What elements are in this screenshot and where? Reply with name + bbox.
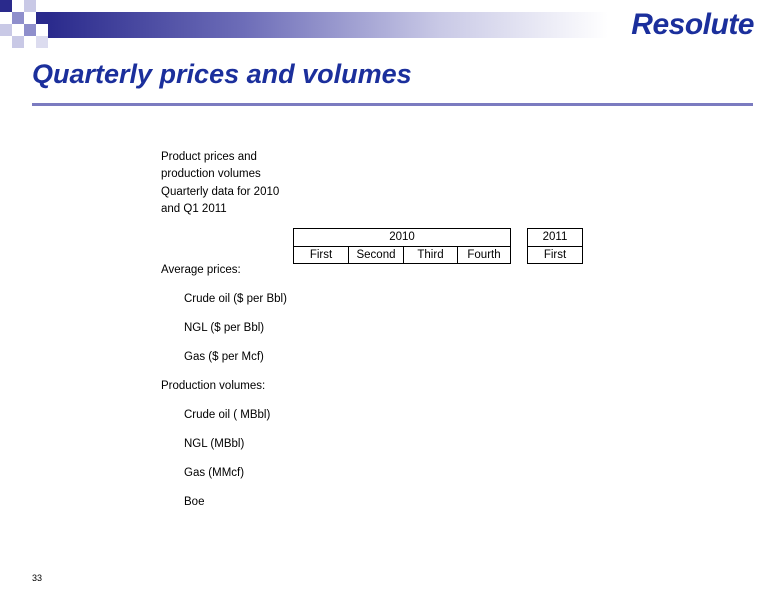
brand-logo: Resolute xyxy=(631,8,754,41)
row-label: Boe xyxy=(184,496,205,508)
quarter-header-first-2011: First xyxy=(543,249,567,261)
page-title: Quarterly prices and volumes xyxy=(32,59,412,89)
section-label: Average prices: xyxy=(161,264,241,276)
section-label: Production volumes: xyxy=(161,380,266,392)
year-2010-label: 2010 xyxy=(294,229,510,247)
quarter-header-first-2010: First xyxy=(309,249,333,261)
title-divider xyxy=(32,103,753,106)
row-label: Crude oil ( MBbl) xyxy=(184,409,271,421)
header-2011-box xyxy=(527,228,583,264)
row-label: Crude oil ($ per Bbl) xyxy=(184,293,287,305)
quarter-header-third-2010: Third xyxy=(403,246,457,263)
row-label: Gas (MMcf) xyxy=(184,467,245,479)
header-2010-box xyxy=(293,228,511,264)
row-label: NGL (MBbl) xyxy=(184,438,245,450)
quarter-header-fourth-2010: Fourth xyxy=(457,246,510,263)
header-gradient-bar xyxy=(48,12,608,38)
year-2011-label: 2011 xyxy=(528,229,582,247)
header-band xyxy=(0,0,776,50)
caption-line-1: Product prices and production volumes xyxy=(161,151,261,180)
caption-line-2: Quarterly data for 2010 and Q1 2011 xyxy=(161,186,280,215)
row-label: NGL ($ per Bbl) xyxy=(184,322,265,334)
page-number: 33 xyxy=(32,573,43,583)
quarter-header-second-2010: Second xyxy=(348,246,403,263)
row-label: Gas ($ per Mcf) xyxy=(184,351,264,363)
